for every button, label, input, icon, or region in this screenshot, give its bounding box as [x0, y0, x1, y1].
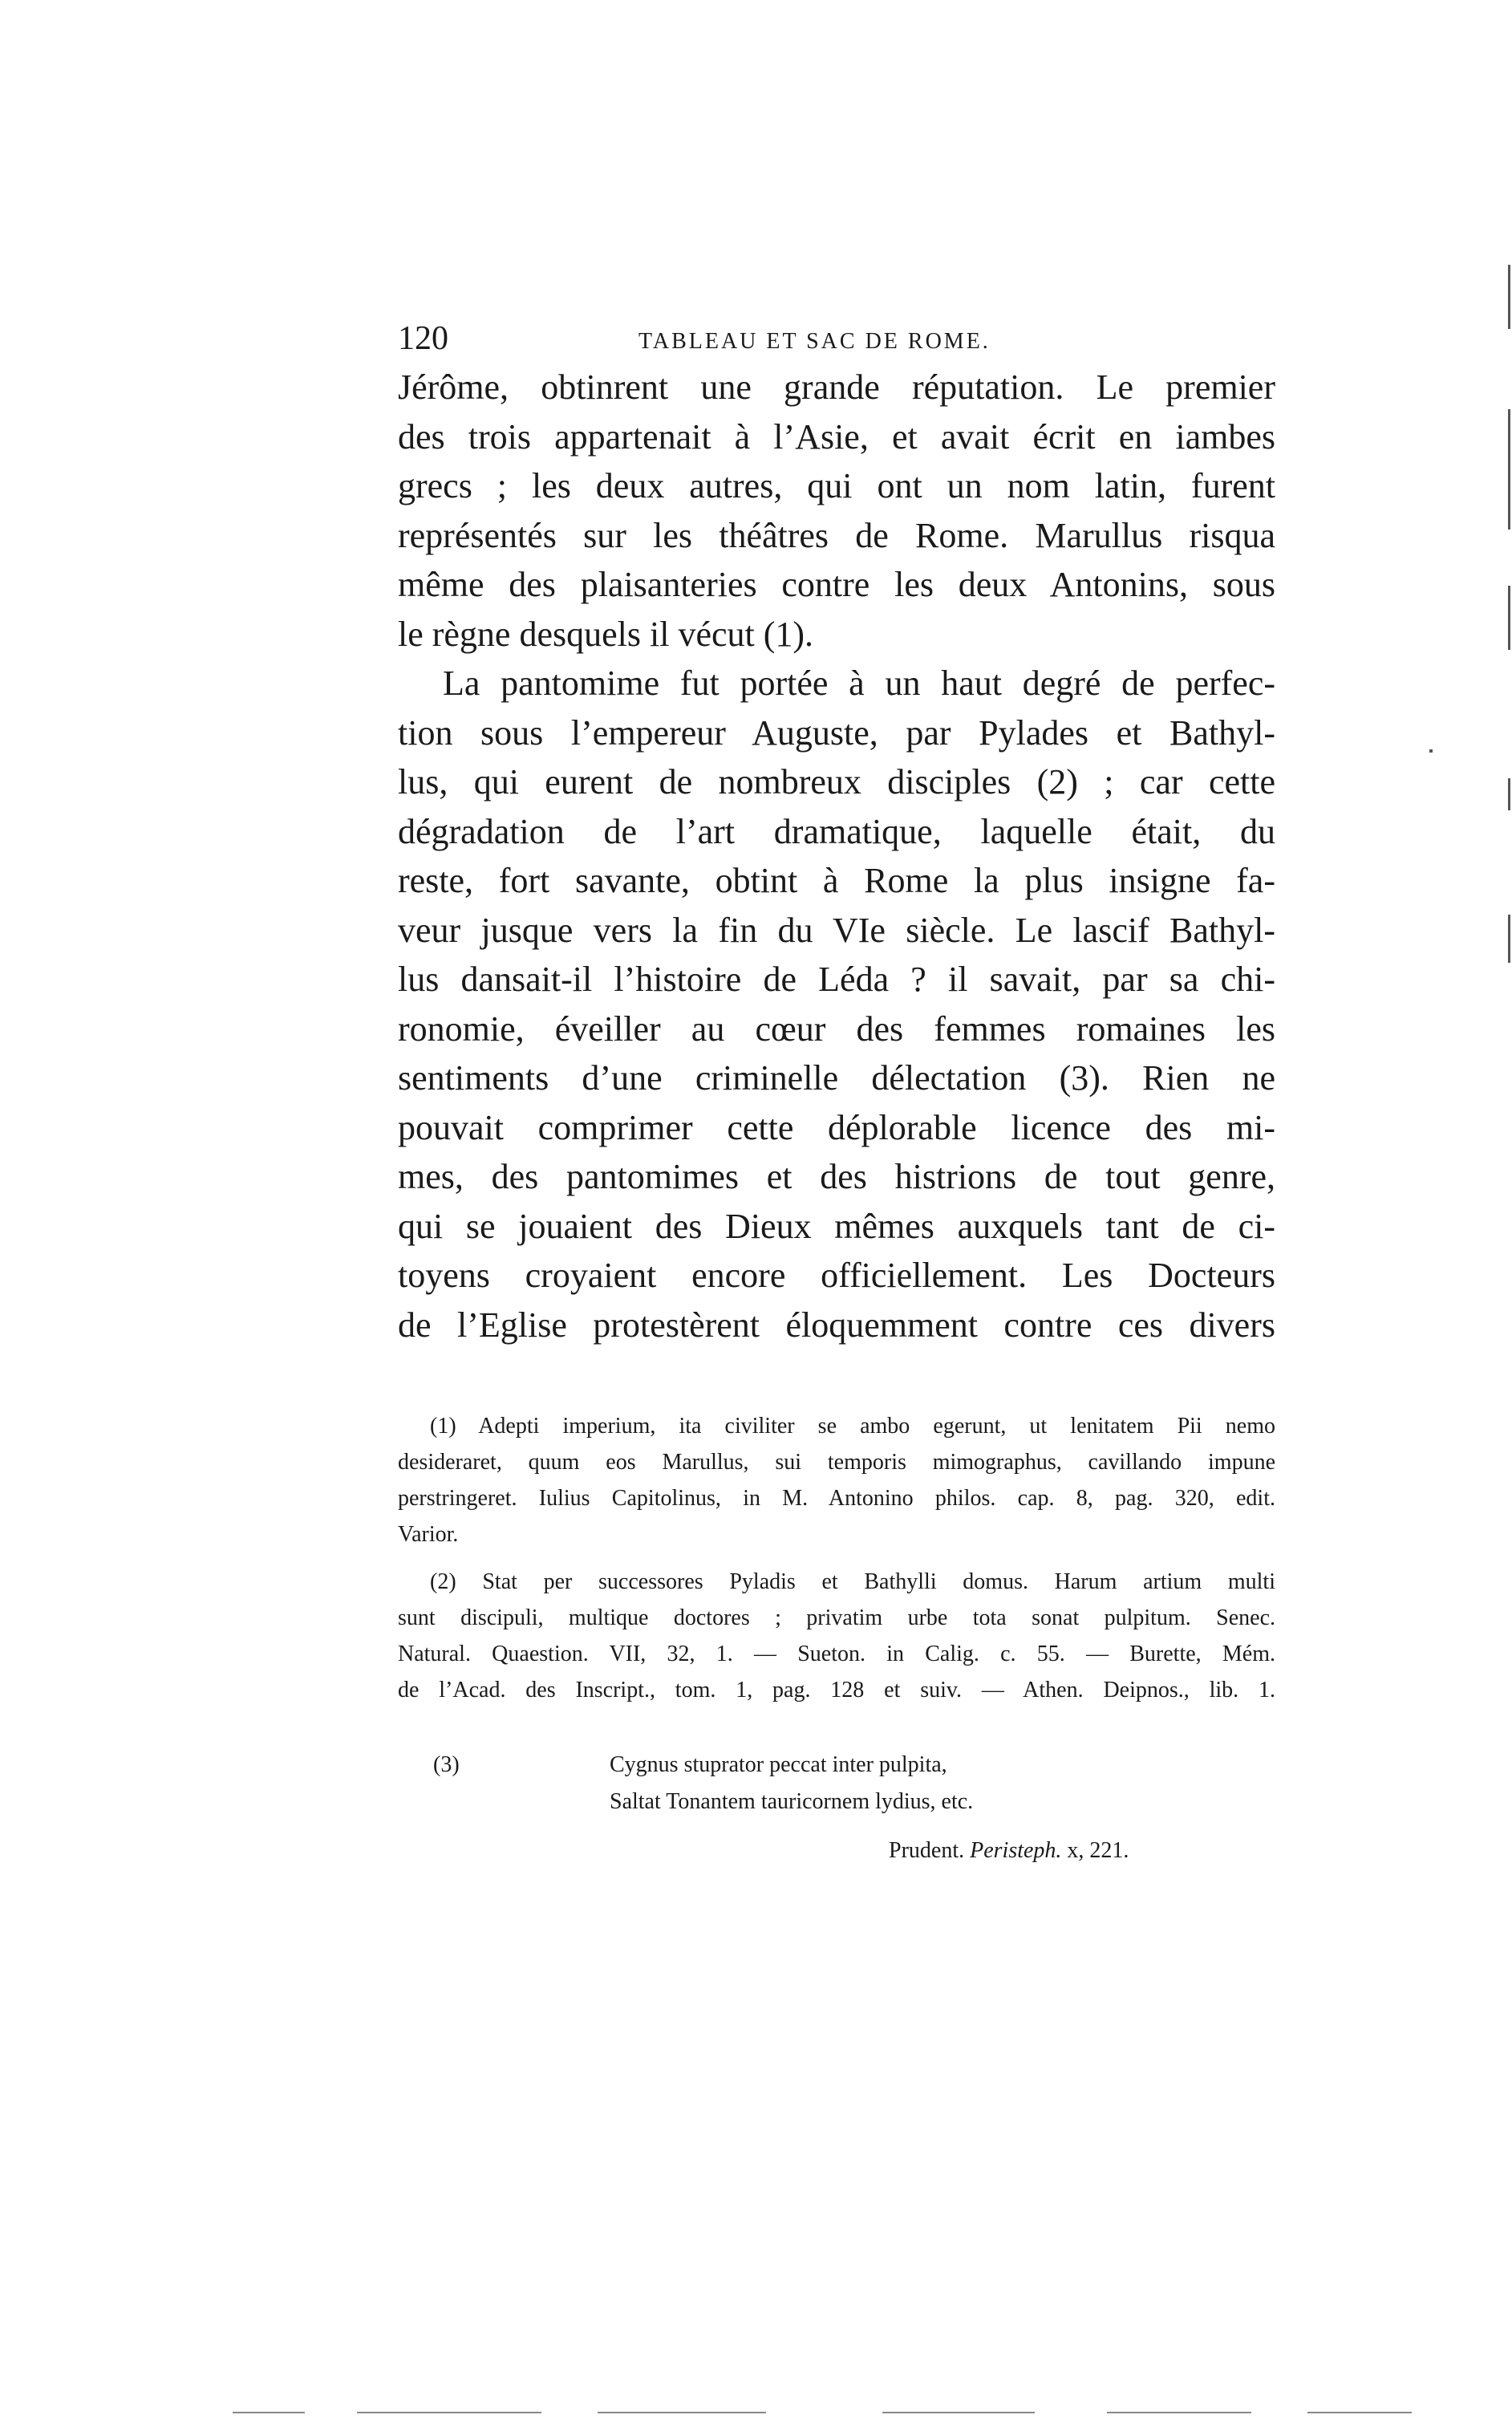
footnote-2-line: (2) Stat per successores Pyladis et Bathylli domus. Harum artium multi	[430, 1569, 1275, 1594]
verse-source	[889, 1832, 1129, 1869]
body-line: La pantomime fut portée à un haut degré de perfec-	[443, 664, 1275, 703]
scan-bottom-rule	[1307, 2412, 1412, 2413]
scan-bottom-rule	[233, 2412, 305, 2413]
scan-bottom-rule	[598, 2412, 766, 2413]
body-line: veur jusque vers la fin du VIe siècle. Le lascif Bathyl-	[398, 910, 1275, 950]
body-line: qui se jouaient des Dieux mêmes auxquels tant de ci-	[398, 1206, 1275, 1246]
footnote-1-line: (1) Adepti imperium, ita civiliter se ambo egerunt, ut lenitatem Pii nemo	[430, 1414, 1275, 1439]
scan-bottom-rule	[357, 2412, 541, 2413]
body-line: toyens croyaient encore officiellement. Les Docteurs	[398, 1256, 1275, 1295]
body-line: même des plaisanteries contre les deux Antonins, sous	[398, 565, 1275, 604]
footnote-1-line: desideraret, quum eos Marullus, sui temporis mimographus, cavillando impune	[398, 1450, 1275, 1475]
scan-bottom-rule	[882, 2412, 1035, 2413]
body-line: représentés sur les théâtres de Rome. Marullus risqua	[398, 515, 1275, 555]
footnote-2-line: sunt discipuli, multique doctores ; privatim urbe tota sonat pulpitum. Senec.	[398, 1605, 1275, 1630]
scan-edge-mark	[1429, 749, 1433, 753]
footnote-2-line: de l’Acad. des Inscript., tom. 1, pag. 128 et suiv. — Athen. Deipnos., lib. 1.	[398, 1678, 1275, 1703]
body-line: grecs ; les deux autres, qui ont un nom latin, furent	[398, 466, 1275, 505]
body-line: pouvait comprimer cette déplorable licence des mi-	[398, 1107, 1275, 1147]
body-line: lus, qui eurent de nombreux disciples (2) ; car cette	[398, 762, 1275, 802]
scan-edge-mark	[1508, 265, 1510, 329]
body-line: ronomie, éveiller au cœur des femmes romaines les	[398, 1009, 1275, 1049]
body-line: tion sous l’empereur Auguste, par Pylades et Bathyl-	[398, 712, 1275, 753]
page-header	[398, 315, 1275, 363]
footnotes	[398, 1408, 1275, 1708]
body-line: dégradation de l’art dramatique, laquelle était, du	[398, 811, 1275, 851]
body-line: de l’Eglise protestèrent éloquemment contre ces divers	[398, 1305, 1275, 1345]
footnote-3-verse	[433, 1747, 1275, 1820]
body-text	[398, 363, 1275, 1349]
footnote-3-number: (3)	[433, 1752, 460, 1777]
verse-source-ref: x, 221.	[1061, 1838, 1129, 1863]
body-line: le règne desquels il vécut (1).	[398, 614, 814, 654]
scan-bottom-rule	[1107, 2412, 1251, 2413]
verse-source-work: Peristeph.	[970, 1838, 1062, 1863]
footnote-1-line: perstringeret. Iulius Capitolinus, in M. Antonino philos. cap. 8, pag. 320, edit.	[398, 1486, 1275, 1511]
scan-edge-mark	[1508, 915, 1510, 963]
scan-edge-mark	[1508, 778, 1510, 810]
verse-source-author: Prudent.	[889, 1838, 971, 1863]
body-line: mes, des pantomimes et des histrions de tout genre,	[398, 1157, 1275, 1196]
scan-edge-mark	[1508, 409, 1510, 530]
body-line: sentiments d’une criminelle délectation (3). Rien ne	[398, 1058, 1275, 1098]
footnote-2-line: Natural. Quaestion. VII, 32, 1. — Sueton. in Calig. c. 55. — Burette, Mém.	[398, 1642, 1275, 1666]
body-line: reste, fort savante, obtint à Rome la plus insigne fa-	[398, 861, 1275, 900]
scan-edge-mark	[1508, 586, 1510, 650]
verse-line: Cygnus stuprator peccat inter pulpita,	[610, 1752, 947, 1777]
running-title: TABLEAU ET SAC DE ROME.	[638, 329, 991, 354]
footnote-1-line: Varior.	[398, 1522, 459, 1547]
body-line: des trois appartenait à l’Asie, et avait écrit en iambes	[398, 416, 1275, 457]
body-line: Jérôme, obtinrent une grande réputation. Le premier	[398, 367, 1275, 407]
verse-line: Saltat Tonantem tauricornem lydius, etc.	[610, 1789, 974, 1814]
page-number: 120	[398, 320, 448, 357]
body-line: lus dansait-il l’histoire de Léda ? il savait, par sa chi-	[398, 960, 1275, 999]
